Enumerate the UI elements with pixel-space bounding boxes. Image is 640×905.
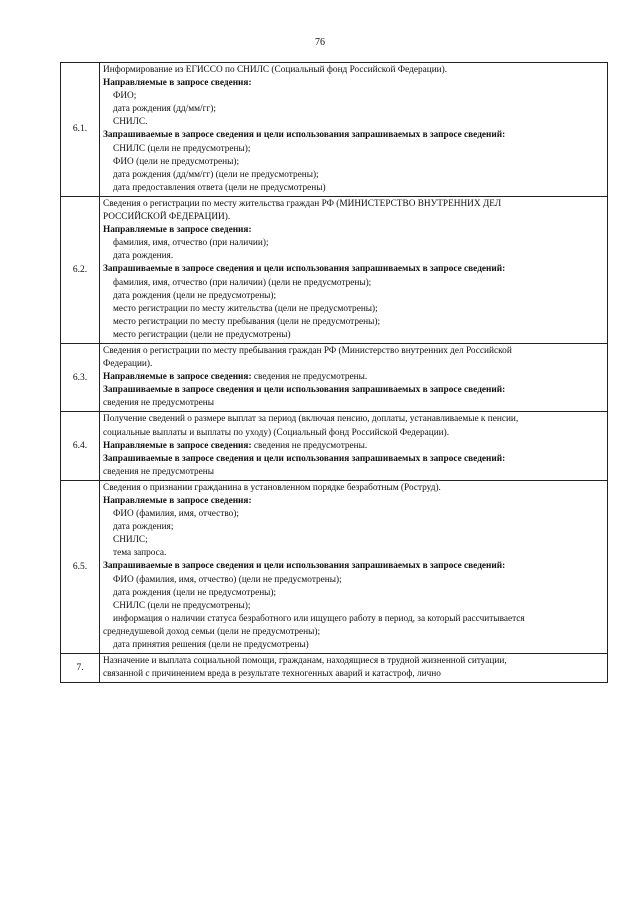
text-line	[103, 413, 604, 426]
section-heading	[103, 371, 604, 384]
table-row	[61, 196, 608, 343]
line-text: Направляемые в запросе сведения:	[103, 225, 252, 236]
table-row	[61, 63, 608, 197]
line-text: ФИО (цели не предусмотрены);	[113, 156, 240, 167]
line-text: РОССИЙСКОЙ ФЕДЕРАЦИИ).	[103, 212, 231, 223]
section-heading	[103, 384, 604, 397]
row-content	[100, 343, 608, 411]
text-line	[103, 198, 604, 211]
line-text: сведения не предусмотрены	[103, 466, 215, 477]
services-table-body	[61, 63, 608, 683]
line-text: Направляемые в запросе сведения:	[103, 372, 252, 383]
row-content	[100, 412, 608, 480]
line-text: Направляемые в запросе сведения:	[103, 496, 252, 506]
line-text: дата рождения (цели не предусмотрены);	[113, 587, 277, 598]
section-heading	[103, 560, 604, 573]
text-line	[103, 626, 604, 639]
line-text: Информирование из ЕГИССО по СНИЛС (Социальный фонд Российской Федерации).	[103, 65, 448, 75]
line-text: Запрашиваемые в запросе сведения и цели использования запрашиваемых в запросе сведений:	[103, 453, 506, 464]
line-text: среднедушевой доход семьи (цели не предусмотрены);	[103, 626, 321, 637]
line-text: Получение сведений о размере выплат за период (включая пенсию, доплаты, устанавливаемые к пенсии,	[103, 414, 519, 425]
text-line	[103, 521, 604, 534]
row-content	[100, 63, 608, 197]
text-line	[103, 143, 604, 156]
text-line	[103, 534, 604, 547]
text-line	[103, 397, 604, 410]
section-heading	[103, 77, 604, 90]
line-text: СНИЛС (цели не предусмотрены);	[113, 600, 251, 611]
table-row	[61, 412, 608, 480]
text-line	[103, 169, 604, 182]
row-number: 6.4.	[61, 412, 100, 480]
row-content	[100, 654, 608, 683]
line-text: Назначение и выплата социальной помощи, гражданам, находящиеся в трудной жизненной ситуации,	[103, 656, 507, 667]
text-line	[103, 613, 604, 626]
line-text: место регистрации (цели не предусмотрены)	[113, 329, 291, 340]
line-text: Направляемые в запросе сведения:	[103, 440, 252, 451]
line-text: фамилия, имя, отчество (при наличии) (цели не предусмотрены);	[113, 277, 372, 288]
line-text: СНИЛС (цели не предусмотрены);	[113, 143, 251, 154]
line-text: дата рождения (дд/мм/гг);	[113, 104, 216, 115]
line-text: дата рождения;	[113, 522, 174, 533]
text-line	[103, 508, 604, 521]
line-text: дата рождения (цели не предусмотрены);	[113, 290, 277, 301]
services-table	[60, 62, 608, 683]
line-text: Запрашиваемые в запросе сведения и цели использования запрашиваемых в запросе сведений:	[103, 264, 506, 275]
row-content	[100, 480, 608, 653]
text-line	[103, 182, 604, 195]
text-line	[103, 574, 604, 587]
section-heading	[103, 263, 604, 276]
line-text: Сведения о регистрации по месту пребывания граждан РФ (Министерство внутренних дел Российской	[103, 345, 512, 356]
line-text: Федерации).	[103, 359, 153, 370]
text-line	[103, 655, 604, 668]
text-line	[103, 358, 604, 371]
line-text: СНИЛС;	[113, 535, 148, 546]
table-row	[61, 343, 608, 411]
text-line	[103, 316, 604, 329]
line-text: информация о наличии статуса безработного или ищущего работу в период, за который рассчитывается	[113, 613, 525, 624]
row-number: 6.5.	[61, 480, 100, 653]
line-text: Сведения о регистрации по месту жительства граждан РФ (МИНИСТЕРСТВО ВНУТРЕННИХ ДЕЛ	[103, 198, 502, 209]
section-heading	[103, 495, 604, 508]
text-line	[103, 547, 604, 560]
page-number: 76	[315, 37, 325, 48]
line-text: Запрашиваемые в запросе сведения и цели использования запрашиваемых в запросе сведений:	[103, 561, 506, 572]
row-number: 6.1.	[61, 63, 100, 197]
line-text: фамилия, имя, отчество (при наличии);	[113, 238, 269, 249]
text-line	[103, 116, 604, 129]
line-tail-text: сведения не предусмотрены.	[251, 440, 368, 451]
line-text: место регистрации по месту пребывания (цели не предусмотрены);	[113, 316, 381, 327]
line-text: ФИО (фамилия, имя, отчество) (цели не предусмотрены);	[113, 574, 342, 585]
line-text: дата рождения.	[113, 251, 174, 262]
text-line	[103, 668, 604, 681]
table-row	[61, 654, 608, 683]
line-text: Запрашиваемые в запросе сведения и цели использования запрашиваемых в запросе сведений:	[103, 385, 506, 396]
line-text: социальные выплаты и выплаты по уходу) (Социальный фонд Российской Федерации).	[103, 427, 450, 438]
text-line	[103, 290, 604, 303]
line-text: место регистрации по месту жительства (цели не предусмотрены);	[113, 303, 378, 314]
text-line	[103, 90, 604, 103]
text-line	[103, 103, 604, 116]
text-line	[103, 211, 604, 224]
text-line	[103, 427, 604, 440]
line-text: СНИЛС.	[113, 117, 148, 128]
line-text: дата рождения (дд/мм/гг) (цели не предусмотрены);	[113, 169, 319, 180]
text-line	[103, 482, 604, 495]
table-row	[61, 480, 608, 653]
line-text: связанной с причинением вреда в результате техногенных аварий и катастроф, лично	[103, 669, 441, 680]
text-line	[103, 639, 604, 652]
line-text: сведения не предусмотрены	[103, 398, 215, 409]
line-text: дата принятия решения (цели не предусмотрены)	[113, 640, 309, 651]
line-text: Сведения о признании гражданина в установленном порядке безработным (Роструд).	[103, 482, 441, 493]
row-number: 6.2.	[61, 196, 100, 343]
line-text: тема запроса.	[113, 548, 167, 559]
row-content	[100, 196, 608, 343]
text-line	[103, 250, 604, 263]
line-text: дата предоставления ответа (цели не предусмотрены)	[113, 182, 326, 193]
text-line	[103, 600, 604, 613]
line-text: Направляемые в запросе сведения:	[103, 78, 252, 89]
text-line	[103, 587, 604, 600]
text-line	[103, 277, 604, 290]
line-text: ФИО (фамилия, имя, отчество);	[113, 509, 239, 520]
line-text: Запрашиваемые в запросе сведения и цели использования запрашиваемых в запросе сведений:	[103, 130, 506, 141]
section-heading	[103, 224, 604, 237]
line-tail-text: сведения не предусмотрены.	[251, 372, 368, 383]
text-line	[103, 303, 604, 316]
line-text: ФИО;	[113, 91, 137, 102]
row-number: 6.3.	[61, 343, 100, 411]
text-line	[103, 329, 604, 342]
text-line	[103, 345, 604, 358]
text-line	[103, 64, 604, 77]
row-number: 7.	[61, 654, 100, 683]
section-heading	[103, 440, 604, 453]
section-heading	[103, 129, 604, 142]
text-line	[103, 466, 604, 479]
text-line	[103, 156, 604, 169]
section-heading	[103, 453, 604, 466]
text-line	[103, 237, 604, 250]
